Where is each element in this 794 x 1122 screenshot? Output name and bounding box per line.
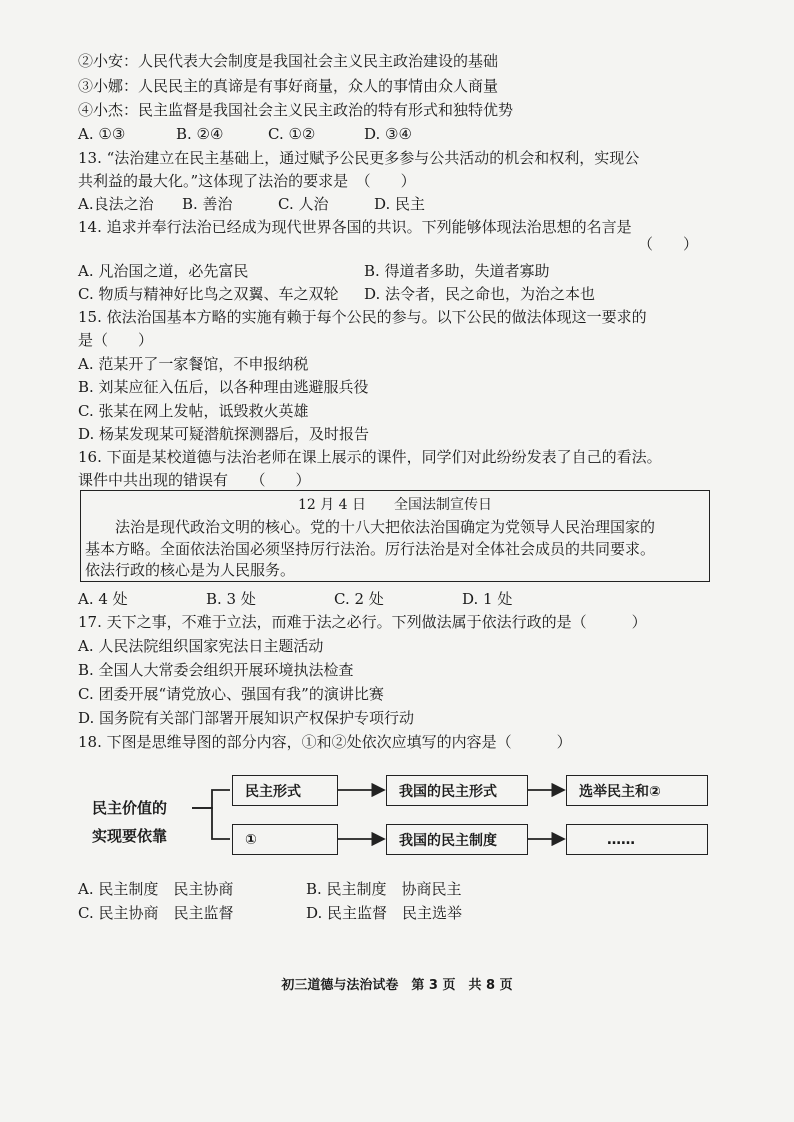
q16-option-a[interactable]: A. 4 处 [78, 590, 128, 608]
q12-statement-4: ④小杰：民主监督是我国社会主义民主政治的特有形式和独特优势 [78, 101, 514, 119]
q18-option-b[interactable]: B. 民主制度 协商民主 [306, 880, 462, 898]
q15-stem-line1: 15. 依法治国基本方略的实施有赖于每个公民的参与。以下公民的做法体现这一要求的 [78, 308, 647, 326]
q17-stem: 17. 天下之事，不难于立法，而难于法之必行。下列做法属于依法行政的是（ ） [78, 613, 647, 631]
courseware-notice-box [80, 490, 710, 582]
q18-option-a[interactable]: A. 民主制度 民主协商 [78, 880, 234, 898]
q17-option-c[interactable]: C. 团委开展“请党放心、强国有我”的演讲比赛 [78, 685, 384, 703]
q14-stem: 14. 追求并奉行法治已经成为现代世界各国的共识。下列能够体现法治思想的名言是 [78, 218, 632, 236]
q17-option-b[interactable]: B. 全国人大常委会组织开展环境执法检查 [78, 661, 354, 679]
q15-option-d[interactable]: D. 杨某发现某可疑潜航探测器后，及时报告 [78, 425, 370, 443]
q13-option-a[interactable]: A.良法之治 [78, 195, 154, 213]
q12-statement-2: ②小安：人民代表大会制度是我国社会主义民主政治建设的基础 [78, 52, 499, 70]
mindmap-root [92, 794, 202, 850]
mindmap-box-democratic-form: 民主形式 [232, 775, 338, 806]
q14-option-d[interactable]: D. 法令者，民之命也，为治之本也 [364, 285, 596, 303]
notice-title: 12 月 4 日 全国法制宣传日 [297, 497, 493, 513]
q17-option-a[interactable]: A. 人民法院组织国家宪法日主题活动 [78, 637, 324, 655]
q18-option-d[interactable]: D. 民主监督 民主选举 [306, 904, 463, 922]
mindmap-box-ellipsis: …… [566, 824, 708, 855]
q12-statement-3: ③小娜：人民民主的真谛是有事好商量，众人的事情由众人商量 [78, 77, 499, 95]
page-footer: 初三道德与法治试卷 第 3 页 共 8 页 [281, 978, 513, 993]
notice-paragraph-1: 法治是现代政治文明的核心。党的十八大把依法治国确定为党领导人民治理国家的 [85, 518, 656, 536]
q16-option-d[interactable]: D. 1 处 [462, 590, 513, 608]
q14-option-a[interactable]: A. 凡治国之道，必先富民 [78, 262, 249, 280]
q18-option-c[interactable]: C. 民主协商 民主监督 [78, 904, 234, 922]
mindmap-box-election-democracy: 选举民主和② [566, 775, 708, 806]
q17-option-d[interactable]: D. 国务院有关部门部署开展知识产权保护专项行动 [78, 709, 415, 727]
q13-option-c[interactable]: C. 人治 [278, 195, 329, 213]
q15-stem-line2: 是（ ） [78, 331, 154, 349]
q14-answer-bracket: （ ） [638, 235, 699, 253]
q12-option-b[interactable]: B. ②④ [176, 125, 224, 143]
q12-option-c[interactable]: C. ①② [268, 125, 316, 143]
q13-option-d[interactable]: D. 民主 [374, 195, 426, 213]
mindmap-root-line2: 实现要依靠 [92, 827, 168, 845]
mindmap-box-our-democratic-system: 我国的民主制度 [386, 824, 528, 855]
q16-option-b[interactable]: B. 3 处 [206, 590, 256, 608]
q13-stem-line2: 共利益的最大化。”这体现了法治的要求是 （ ） [78, 172, 416, 190]
q16-stem-line1: 16. 下面是某校道德与法治老师在课上展示的课件，同学们对此纷纷发表了自己的看法。 [78, 448, 662, 466]
q15-option-a[interactable]: A. 范某开了一家餐馆，不申报纳税 [78, 355, 309, 373]
q12-option-a[interactable]: A. ①③ [78, 125, 126, 143]
q12-option-d[interactable]: D. ③④ [364, 125, 412, 143]
mindmap-box-blank-1: ① [232, 824, 338, 855]
notice-paragraph-3: 依法行政的核心是为人民服务。 [85, 561, 296, 579]
q16-stem-line2: 课件中共出现的错误有 （ ） [78, 471, 311, 489]
q13-stem-line1: 13. “法治建立在民主基础上，通过赋予公民更多参与公共活动的机会和权利，实现公 [78, 149, 640, 167]
mindmap-root-line1: 民主价值的 [92, 799, 168, 817]
q18-stem: 18. 下图是思维导图的部分内容，①和②处依次应填写的内容是（ ） [78, 733, 572, 751]
q14-option-c[interactable]: C. 物质与精神好比鸟之双翼、车之双轮 [78, 285, 339, 303]
q15-option-c[interactable]: C. 张某在网上发帖，诋毁救火英雄 [78, 402, 309, 420]
q13-option-b[interactable]: B. 善治 [182, 195, 233, 213]
q15-option-b[interactable]: B. 刘某应征入伍后，以各种理由逃避服兵役 [78, 378, 369, 396]
q14-option-b[interactable]: B. 得道者多助，失道者寡助 [364, 262, 550, 280]
mindmap-box-our-democratic-form: 我国的民主形式 [386, 775, 528, 806]
notice-paragraph-2: 基本方略。全面依法治国必须坚持厉行法治。厉行法治是对全体社会成员的共同要求。 [85, 540, 656, 558]
q16-option-c[interactable]: C. 2 处 [334, 590, 384, 608]
